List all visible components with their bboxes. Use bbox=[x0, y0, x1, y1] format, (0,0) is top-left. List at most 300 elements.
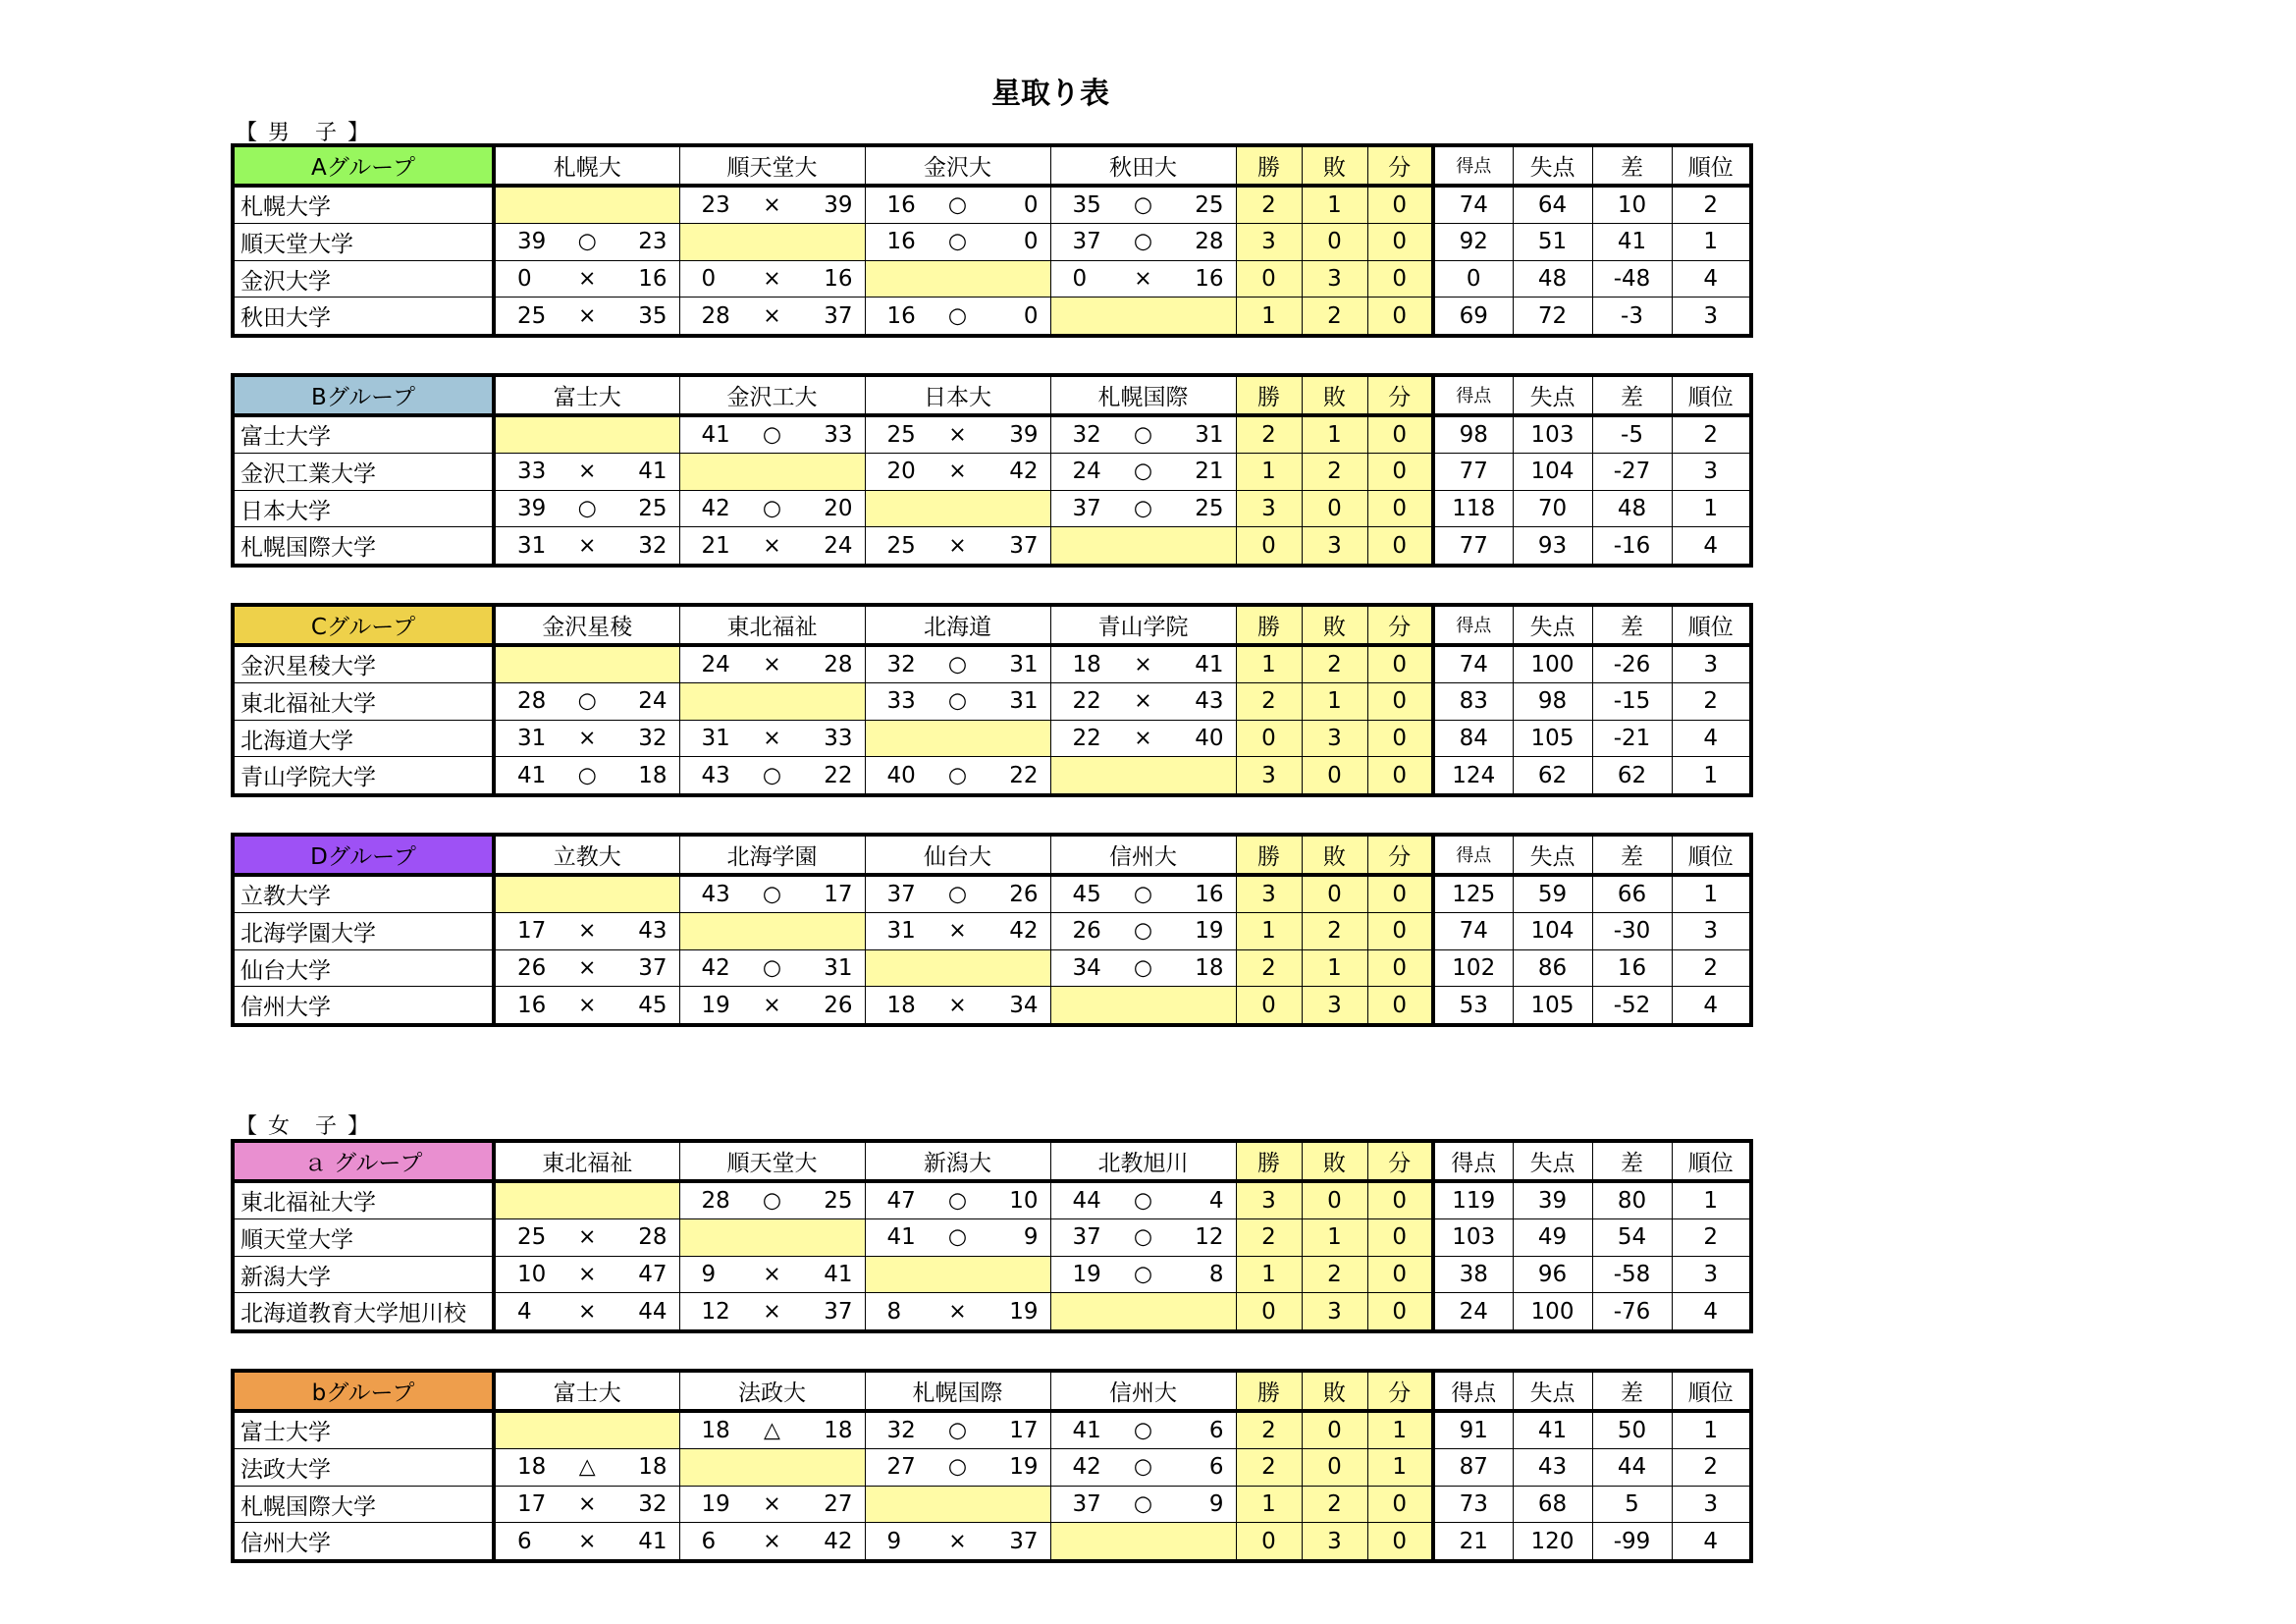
opponent-score: 9 bbox=[1208, 1491, 1224, 1518]
team-row bbox=[233, 1449, 1751, 1487]
result-mark: ○ bbox=[1133, 192, 1153, 218]
team-row bbox=[233, 298, 1751, 336]
match-result-cell bbox=[679, 527, 865, 566]
result-mark: × bbox=[578, 1299, 597, 1325]
points-for-value: 103 bbox=[1433, 1219, 1513, 1257]
own-score: 0 bbox=[1072, 266, 1088, 293]
result-mark: × bbox=[763, 1491, 781, 1517]
team-row bbox=[233, 987, 1751, 1025]
match-result-cell bbox=[494, 757, 679, 795]
match-result-cell bbox=[494, 683, 679, 721]
match-result-cell bbox=[494, 1256, 679, 1293]
losses-value: 1 bbox=[1302, 415, 1367, 454]
match-result-cell bbox=[679, 1523, 865, 1561]
result-mark: × bbox=[948, 918, 967, 944]
opponent-score: 40 bbox=[1195, 726, 1224, 752]
match-result-cell bbox=[1050, 415, 1236, 454]
self-match-cell bbox=[679, 1449, 865, 1487]
match-result-cell bbox=[679, 490, 865, 527]
result-mark: × bbox=[578, 1529, 597, 1554]
result-mark: × bbox=[578, 303, 597, 329]
stat-header: 順位 bbox=[1672, 1141, 1751, 1181]
opponent-header: 仙台大 bbox=[865, 835, 1050, 875]
opponent-score: 6 bbox=[1208, 1417, 1224, 1443]
own-score: 25 bbox=[886, 532, 916, 559]
point-diff-value: 80 bbox=[1592, 1181, 1672, 1219]
opponent-header: 北海道 bbox=[865, 605, 1050, 645]
draws-value: 0 bbox=[1367, 720, 1433, 757]
match-result-cell bbox=[1050, 1181, 1236, 1219]
draws-value: 0 bbox=[1367, 757, 1433, 795]
opponent-score: 41 bbox=[638, 1528, 667, 1554]
opponent-score: 25 bbox=[1195, 496, 1224, 522]
points-for-value: 91 bbox=[1433, 1411, 1513, 1449]
opponent-header: 札幌国際 bbox=[1050, 375, 1236, 415]
match-result-cell bbox=[679, 1256, 865, 1293]
points-against-value: 43 bbox=[1513, 1449, 1592, 1487]
own-score: 10 bbox=[517, 1262, 547, 1288]
points-for-value: 38 bbox=[1433, 1256, 1513, 1293]
point-diff-value: -48 bbox=[1592, 260, 1672, 298]
points-against-value: 93 bbox=[1513, 527, 1592, 566]
points-against-value: 59 bbox=[1513, 875, 1592, 913]
opponent-score: 22 bbox=[824, 762, 853, 788]
result-mark: ○ bbox=[762, 882, 782, 907]
match-result-cell bbox=[494, 1219, 679, 1257]
match-result-cell bbox=[1050, 1256, 1236, 1293]
self-match-cell bbox=[1050, 527, 1236, 566]
wins-value: 0 bbox=[1236, 1293, 1302, 1331]
rank-value: 1 bbox=[1672, 1411, 1751, 1449]
match-result-cell bbox=[865, 1219, 1050, 1257]
opponent-header: 札幌国際 bbox=[865, 1371, 1050, 1411]
self-match-cell bbox=[494, 1181, 679, 1219]
points-against-value: 104 bbox=[1513, 913, 1592, 950]
opponent-score: 0 bbox=[1023, 302, 1039, 329]
own-score: 18 bbox=[1072, 651, 1101, 677]
rank-value: 4 bbox=[1672, 720, 1751, 757]
team-name: 北海学園大学 bbox=[233, 913, 494, 950]
group-table bbox=[231, 833, 1753, 1027]
match-result-cell bbox=[865, 1411, 1050, 1449]
match-result-cell bbox=[865, 298, 1050, 336]
section-label: 【 男 子 】 bbox=[236, 121, 371, 145]
self-match-cell bbox=[865, 260, 1050, 298]
opponent-score: 16 bbox=[638, 266, 667, 293]
opponent-score: 45 bbox=[638, 992, 667, 1018]
rank-value: 1 bbox=[1672, 1181, 1751, 1219]
result-mark: × bbox=[763, 993, 781, 1018]
result-mark: × bbox=[763, 192, 781, 218]
own-score: 25 bbox=[517, 302, 547, 329]
own-score: 31 bbox=[517, 726, 547, 752]
wins-value: 3 bbox=[1236, 875, 1302, 913]
result-mark: × bbox=[1134, 266, 1152, 292]
record-header: 勝 bbox=[1236, 1371, 1302, 1411]
self-match-cell bbox=[865, 490, 1050, 527]
match-result-cell bbox=[494, 454, 679, 491]
points-for-value: 83 bbox=[1433, 683, 1513, 721]
match-result-cell bbox=[679, 987, 865, 1025]
losses-value: 0 bbox=[1302, 490, 1367, 527]
stat-header: 得点 bbox=[1433, 835, 1513, 875]
team-name: 秋田大学 bbox=[233, 298, 494, 336]
points-against-value: 103 bbox=[1513, 415, 1592, 454]
result-mark: ○ bbox=[577, 229, 597, 254]
wins-value: 2 bbox=[1236, 1219, 1302, 1257]
self-match-cell bbox=[865, 1256, 1050, 1293]
record-header: 勝 bbox=[1236, 1141, 1302, 1181]
rank-value: 4 bbox=[1672, 1523, 1751, 1561]
team-name: 新潟大学 bbox=[233, 1256, 494, 1293]
opponent-score: 32 bbox=[638, 532, 667, 559]
own-score: 42 bbox=[1072, 1454, 1101, 1481]
team-name: 東北福祉大学 bbox=[233, 683, 494, 721]
own-score: 21 bbox=[701, 532, 730, 559]
point-diff-value: -26 bbox=[1592, 645, 1672, 683]
rank-value: 3 bbox=[1672, 1256, 1751, 1293]
point-diff-value: 5 bbox=[1592, 1486, 1672, 1523]
own-score: 9 bbox=[701, 1262, 717, 1288]
losses-value: 0 bbox=[1302, 224, 1367, 261]
opponent-header: 北教旭川 bbox=[1050, 1141, 1236, 1181]
result-mark: ○ bbox=[947, 763, 968, 788]
own-score: 16 bbox=[886, 191, 916, 218]
self-match-cell bbox=[494, 186, 679, 224]
points-for-value: 125 bbox=[1433, 875, 1513, 913]
rank-value: 2 bbox=[1672, 683, 1751, 721]
losses-value: 2 bbox=[1302, 1256, 1367, 1293]
own-score: 37 bbox=[886, 881, 916, 907]
opponent-score: 41 bbox=[824, 1262, 853, 1288]
opponent-score: 21 bbox=[1195, 459, 1224, 485]
points-against-value: 96 bbox=[1513, 1256, 1592, 1293]
rank-value: 2 bbox=[1672, 1219, 1751, 1257]
self-match-cell bbox=[679, 683, 865, 721]
opponent-header: 札幌大 bbox=[494, 145, 679, 186]
result-mark: × bbox=[763, 303, 781, 329]
wins-value: 2 bbox=[1236, 1449, 1302, 1487]
own-score: 9 bbox=[886, 1528, 902, 1554]
opponent-score: 18 bbox=[638, 762, 667, 788]
match-result-cell bbox=[679, 875, 865, 913]
opponent-score: 17 bbox=[824, 881, 853, 907]
opponent-score: 18 bbox=[1195, 955, 1224, 982]
record-header: 勝 bbox=[1236, 145, 1302, 186]
draws-value: 0 bbox=[1367, 186, 1433, 224]
wins-value: 1 bbox=[1236, 645, 1302, 683]
opponent-score: 33 bbox=[824, 726, 853, 752]
rank-value: 3 bbox=[1672, 645, 1751, 683]
record-header: 勝 bbox=[1236, 375, 1302, 415]
match-result-cell bbox=[494, 260, 679, 298]
match-result-cell bbox=[865, 987, 1050, 1025]
own-score: 32 bbox=[886, 1417, 916, 1443]
result-mark: ○ bbox=[947, 688, 968, 714]
point-diff-value: -21 bbox=[1592, 720, 1672, 757]
stat-header: 失点 bbox=[1513, 835, 1592, 875]
losses-value: 1 bbox=[1302, 683, 1367, 721]
stat-header: 順位 bbox=[1672, 1371, 1751, 1411]
opponent-score: 9 bbox=[1023, 1224, 1039, 1251]
own-score: 43 bbox=[701, 881, 730, 907]
rank-value: 4 bbox=[1672, 527, 1751, 566]
record-header: 分 bbox=[1367, 375, 1433, 415]
points-for-value: 53 bbox=[1433, 987, 1513, 1025]
draws-value: 0 bbox=[1367, 645, 1433, 683]
stat-header: 得点 bbox=[1433, 145, 1513, 186]
opponent-score: 43 bbox=[638, 918, 667, 945]
group-table bbox=[231, 373, 1753, 568]
opponent-header: 法政大 bbox=[679, 1371, 865, 1411]
opponent-score: 4 bbox=[1208, 1187, 1224, 1214]
own-score: 28 bbox=[701, 1187, 730, 1214]
own-score: 4 bbox=[517, 1298, 532, 1325]
own-score: 27 bbox=[886, 1454, 916, 1481]
stat-header: 差 bbox=[1592, 835, 1672, 875]
opponent-score: 28 bbox=[638, 1224, 667, 1251]
opponent-score: 32 bbox=[638, 1491, 667, 1518]
result-mark: × bbox=[763, 266, 781, 292]
team-row bbox=[233, 186, 1751, 224]
match-result-cell bbox=[1050, 260, 1236, 298]
wins-value: 3 bbox=[1236, 1181, 1302, 1219]
result-mark: ○ bbox=[577, 496, 597, 521]
wins-value: 2 bbox=[1236, 186, 1302, 224]
opponent-score: 37 bbox=[638, 955, 667, 982]
rank-value: 2 bbox=[1672, 186, 1751, 224]
own-score: 37 bbox=[1072, 1224, 1101, 1251]
own-score: 37 bbox=[1072, 496, 1101, 522]
match-result-cell bbox=[494, 490, 679, 527]
points-against-value: 100 bbox=[1513, 645, 1592, 683]
losses-value: 0 bbox=[1302, 757, 1367, 795]
opponent-header: 秋田大 bbox=[1050, 145, 1236, 186]
losses-value: 0 bbox=[1302, 1181, 1367, 1219]
result-mark: × bbox=[578, 266, 597, 292]
match-result-cell bbox=[494, 1486, 679, 1523]
points-for-value: 87 bbox=[1433, 1449, 1513, 1487]
result-mark: ○ bbox=[1133, 1454, 1153, 1480]
opponent-score: 0 bbox=[1023, 191, 1039, 218]
opponent-score: 37 bbox=[824, 302, 853, 329]
draws-value: 0 bbox=[1367, 298, 1433, 336]
rank-value: 2 bbox=[1672, 949, 1751, 987]
points-for-value: 92 bbox=[1433, 224, 1513, 261]
result-mark: ○ bbox=[947, 1224, 968, 1250]
points-against-value: 105 bbox=[1513, 720, 1592, 757]
opponent-score: 24 bbox=[638, 688, 667, 715]
wins-value: 1 bbox=[1236, 1486, 1302, 1523]
result-mark: ○ bbox=[577, 688, 597, 714]
result-mark: ○ bbox=[1133, 1188, 1153, 1214]
stat-header: 順位 bbox=[1672, 835, 1751, 875]
own-score: 8 bbox=[886, 1298, 902, 1325]
self-match-cell bbox=[865, 720, 1050, 757]
result-mark: ○ bbox=[1133, 918, 1153, 944]
match-result-cell bbox=[679, 645, 865, 683]
opponent-score: 27 bbox=[824, 1491, 853, 1518]
match-result-cell bbox=[865, 1293, 1050, 1331]
match-result-cell bbox=[1050, 1486, 1236, 1523]
losses-value: 3 bbox=[1302, 720, 1367, 757]
result-mark: × bbox=[948, 533, 967, 559]
point-diff-value: 66 bbox=[1592, 875, 1672, 913]
own-score: 39 bbox=[517, 229, 547, 255]
opponent-score: 25 bbox=[824, 1187, 853, 1214]
losses-value: 2 bbox=[1302, 454, 1367, 491]
section-label: 【 女 子 】 bbox=[236, 1114, 371, 1139]
match-result-cell bbox=[679, 1486, 865, 1523]
own-score: 44 bbox=[1072, 1187, 1101, 1214]
draws-value: 0 bbox=[1367, 224, 1433, 261]
group-header-row bbox=[233, 835, 1751, 875]
rank-value: 4 bbox=[1672, 987, 1751, 1025]
result-mark: ○ bbox=[762, 955, 782, 981]
result-mark: ○ bbox=[1133, 1262, 1153, 1287]
team-row bbox=[233, 490, 1751, 527]
point-diff-value: 50 bbox=[1592, 1411, 1672, 1449]
losses-value: 3 bbox=[1302, 527, 1367, 566]
rank-value: 1 bbox=[1672, 490, 1751, 527]
team-row bbox=[233, 875, 1751, 913]
opponent-header: 青山学院 bbox=[1050, 605, 1236, 645]
team-name: 信州大学 bbox=[233, 987, 494, 1025]
match-result-cell bbox=[865, 1523, 1050, 1561]
opponent-score: 37 bbox=[1009, 532, 1039, 559]
rank-value: 4 bbox=[1672, 260, 1751, 298]
losses-value: 0 bbox=[1302, 1411, 1367, 1449]
opponent-score: 16 bbox=[1195, 881, 1224, 907]
own-score: 25 bbox=[886, 421, 916, 448]
wins-value: 3 bbox=[1236, 224, 1302, 261]
own-score: 41 bbox=[1072, 1417, 1101, 1443]
team-row bbox=[233, 454, 1751, 491]
result-mark: × bbox=[578, 955, 597, 981]
own-score: 32 bbox=[1072, 421, 1101, 448]
stat-header: 失点 bbox=[1513, 145, 1592, 186]
opponent-score: 42 bbox=[1009, 918, 1039, 945]
opponent-score: 37 bbox=[824, 1298, 853, 1325]
own-score: 17 bbox=[517, 1491, 547, 1518]
points-for-value: 118 bbox=[1433, 490, 1513, 527]
team-name: 札幌大学 bbox=[233, 186, 494, 224]
points-against-value: 98 bbox=[1513, 683, 1592, 721]
draws-value: 0 bbox=[1367, 875, 1433, 913]
own-score: 19 bbox=[1072, 1262, 1101, 1288]
match-result-cell bbox=[494, 1523, 679, 1561]
self-match-cell bbox=[865, 1486, 1050, 1523]
match-result-cell bbox=[865, 454, 1050, 491]
opponent-header: 信州大 bbox=[1050, 835, 1236, 875]
opponent-score: 23 bbox=[638, 229, 667, 255]
wins-value: 2 bbox=[1236, 1411, 1302, 1449]
opponent-score: 18 bbox=[824, 1417, 853, 1443]
own-score: 22 bbox=[1072, 726, 1101, 752]
losses-value: 3 bbox=[1302, 260, 1367, 298]
match-result-cell bbox=[494, 1449, 679, 1487]
opponent-header: 東北福祉 bbox=[494, 1141, 679, 1181]
result-mark: ○ bbox=[762, 496, 782, 521]
stat-header: 差 bbox=[1592, 1141, 1672, 1181]
points-for-value: 124 bbox=[1433, 757, 1513, 795]
own-score: 22 bbox=[1072, 688, 1101, 715]
losses-value: 1 bbox=[1302, 1219, 1367, 1257]
points-against-value: 105 bbox=[1513, 987, 1592, 1025]
own-score: 28 bbox=[701, 302, 730, 329]
match-result-cell bbox=[679, 186, 865, 224]
own-score: 16 bbox=[886, 302, 916, 329]
points-against-value: 64 bbox=[1513, 186, 1592, 224]
match-result-cell bbox=[865, 186, 1050, 224]
self-match-cell bbox=[679, 1219, 865, 1257]
own-score: 16 bbox=[517, 992, 547, 1018]
team-name: 順天堂大学 bbox=[233, 224, 494, 261]
opponent-score: 42 bbox=[1009, 459, 1039, 485]
opponent-score: 31 bbox=[1009, 688, 1039, 715]
opponent-score: 18 bbox=[638, 1454, 667, 1481]
self-match-cell bbox=[679, 224, 865, 261]
opponent-score: 12 bbox=[1195, 1224, 1224, 1251]
team-row bbox=[233, 224, 1751, 261]
opponent-header: 立教大 bbox=[494, 835, 679, 875]
opponent-score: 39 bbox=[1009, 421, 1039, 448]
draws-value: 0 bbox=[1367, 490, 1433, 527]
opponent-score: 31 bbox=[824, 955, 853, 982]
rank-value: 1 bbox=[1672, 757, 1751, 795]
opponent-header: 富士大 bbox=[494, 1371, 679, 1411]
match-result-cell bbox=[679, 1181, 865, 1219]
match-result-cell bbox=[679, 949, 865, 987]
result-mark: ○ bbox=[1133, 955, 1153, 981]
losses-value: 0 bbox=[1302, 875, 1367, 913]
opponent-score: 42 bbox=[824, 1528, 853, 1554]
losses-value: 0 bbox=[1302, 1449, 1367, 1487]
own-score: 41 bbox=[886, 1224, 916, 1251]
match-result-cell bbox=[494, 913, 679, 950]
own-score: 26 bbox=[1072, 918, 1101, 945]
opponent-score: 44 bbox=[638, 1298, 667, 1325]
points-against-value: 100 bbox=[1513, 1293, 1592, 1331]
self-match-cell bbox=[494, 645, 679, 683]
own-score: 41 bbox=[701, 421, 730, 448]
rank-value: 1 bbox=[1672, 875, 1751, 913]
opponent-header: 北海学園 bbox=[679, 835, 865, 875]
team-name: 仙台大学 bbox=[233, 949, 494, 987]
own-score: 31 bbox=[517, 532, 547, 559]
own-score: 43 bbox=[701, 762, 730, 788]
own-score: 18 bbox=[517, 1454, 547, 1481]
opponent-score: 43 bbox=[1195, 688, 1224, 715]
group-name: bグループ bbox=[233, 1371, 494, 1411]
group-name: Dグループ bbox=[233, 835, 494, 875]
team-row bbox=[233, 1256, 1751, 1293]
match-result-cell bbox=[1050, 720, 1236, 757]
own-score: 47 bbox=[886, 1187, 916, 1214]
result-mark: × bbox=[578, 726, 597, 751]
wins-value: 2 bbox=[1236, 415, 1302, 454]
result-mark: × bbox=[578, 1491, 597, 1517]
match-result-cell bbox=[679, 1411, 865, 1449]
own-score: 42 bbox=[701, 955, 730, 982]
group-header-row bbox=[233, 375, 1751, 415]
points-for-value: 24 bbox=[1433, 1293, 1513, 1331]
match-result-cell bbox=[865, 1449, 1050, 1487]
result-mark: × bbox=[578, 533, 597, 559]
team-row bbox=[233, 527, 1751, 566]
own-score: 12 bbox=[701, 1298, 730, 1325]
wins-value: 0 bbox=[1236, 260, 1302, 298]
